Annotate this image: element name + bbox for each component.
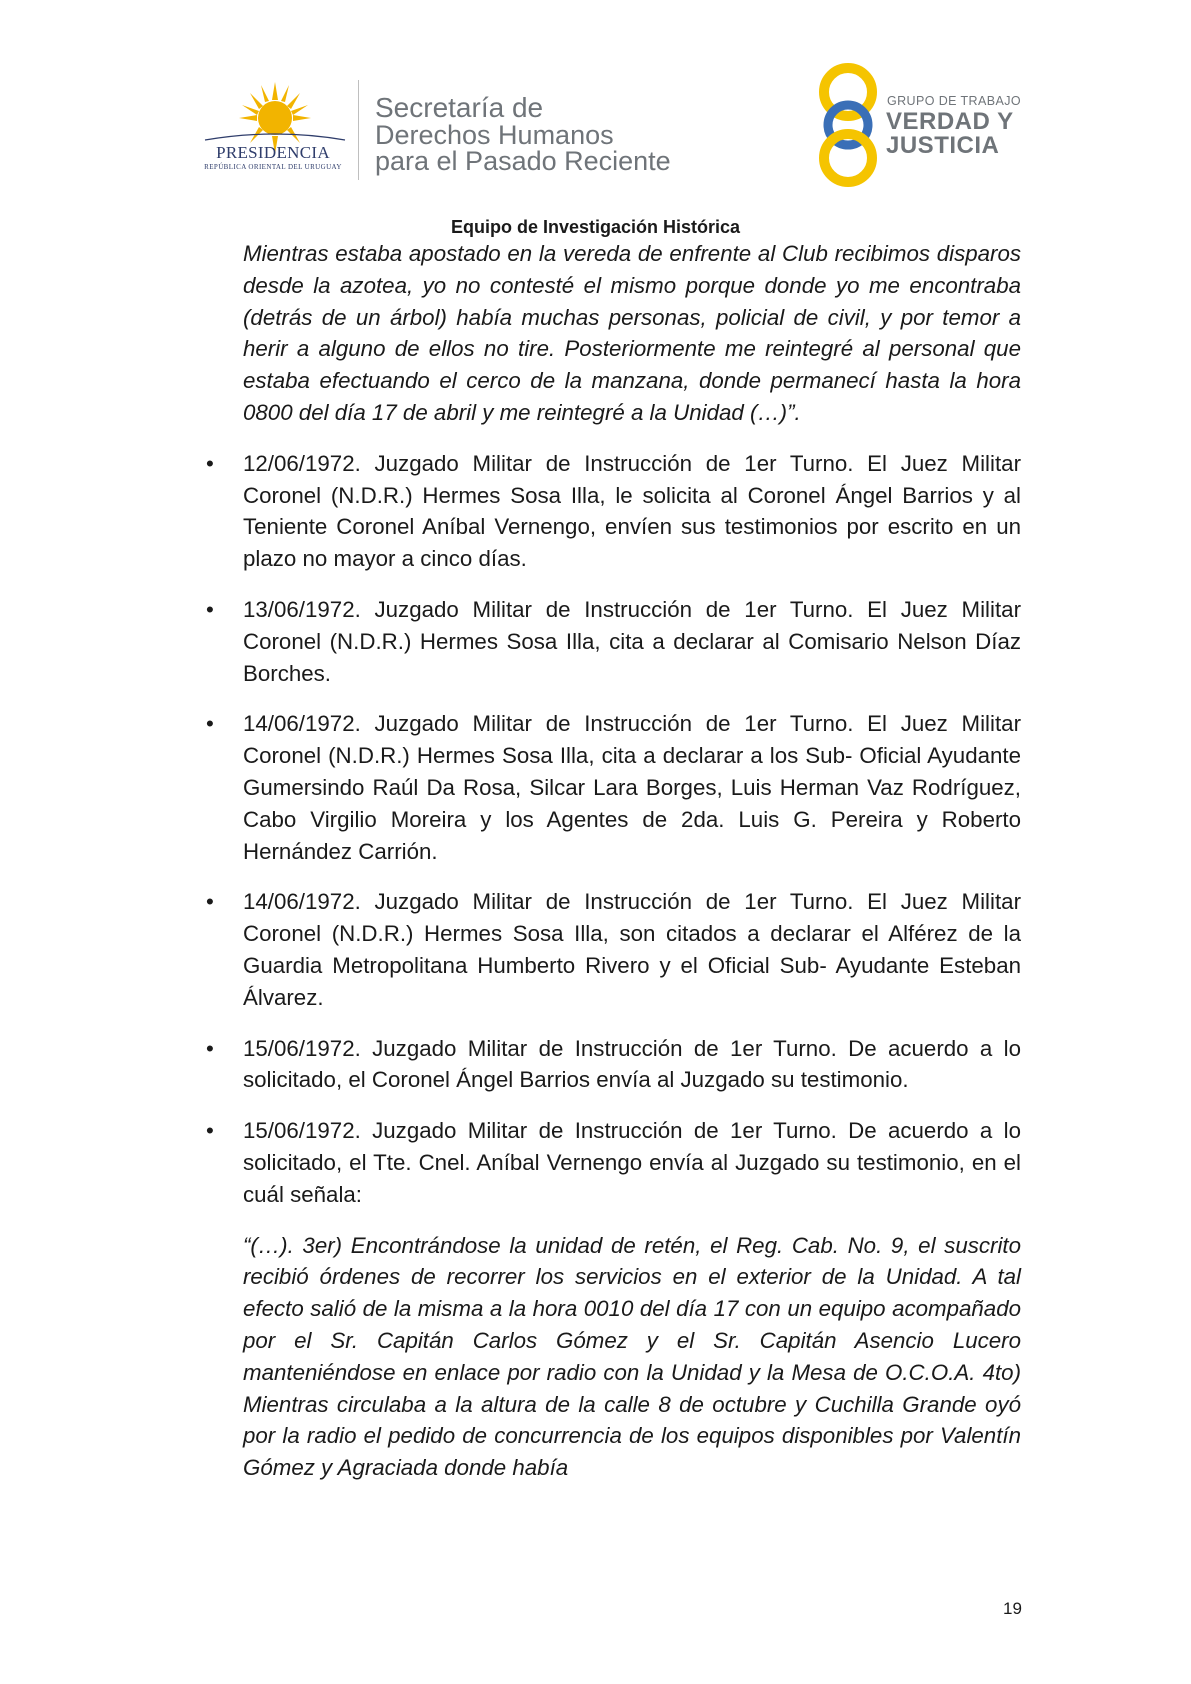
closing-quote: “(…). 3er) Encontrándose la unidad de retén, el Reg. Cab. No. 9, el suscrito recibió órdenes de recorrer los servicios en el exterior de la Unidad. A tal efecto salió de la misma a la hora 0010 del día 17 con un equipo acompañado por el Sr. Capitán Carlos Gómez y el Sr. Capitán Asencio Lucero manteniéndose en enlace por radio con la Unidad y la Mesa de O.C.O.A. 4to) Mientras circulaba a la altura de la calle 8 de octubre y Cuchilla Grande oyó por la radio el pedido de concurrencia de los equipos disponibles por Valentín Gómez y Agraciada donde había [243,1232,1021,1481]
list-item [206,594,1021,689]
list-item-text: 14/06/1972. Juzgado Militar de Instrucción de 1er Turno. El Juez Militar Coronel (N.D.R.) Hermes Sosa Illa, cita a declarar a los Sub- Oficial Ayudante Gumersindo Raúl Da Rosa, Silcar Lara Borges, Luis Herman Vaz Rodríguez, Cabo Virgilio Moreira y los Agentes de 2da. Luis G. Pereira y Roberto Hernández Carrión. [243,711,1021,864]
bullet-icon: • [206,450,214,476]
page-header [0,0,1191,215]
list-item-text: 15/06/1972. Juzgado Militar de Instrucción de 1er Turno. De acuerdo a lo solicitado, el Coronel Ángel Barrios envía al Juzgado su testimonio. [243,1035,1021,1093]
verdad-justicia-rings-logo-icon [808,60,888,190]
list-item [206,708,1021,867]
bullet-icon: • [206,711,214,737]
list-item [206,448,1021,575]
secretaria-line-3: para el Pasado Reciente [375,146,671,176]
bullet-icon: • [206,1035,214,1061]
document-body [206,238,1021,1484]
presidencia-label: PRESIDENCIA [216,143,330,162]
list-item [206,1115,1021,1210]
list-item-text: 15/06/1972. Juzgado Militar de Instrucción de 1er Turno. De acuerdo a lo solicitado, el Tte. Cnel. Aníbal Vernengo envía al Juzgado su testimonio, en el cuál señala: [243,1118,1021,1207]
list-item [206,886,1021,1013]
header-divider [358,80,359,180]
team-title: Equipo de Investigación Histórica [450,217,741,237]
bullet-icon: • [206,889,214,915]
bullet-icon: • [206,1118,214,1144]
list-item-text: 14/06/1972. Juzgado Militar de Instrucción de 1er Turno. El Juez Militar Coronel (N.D.R.) Hermes Sosa Illa, son citados a declarar el Alférez de la Guardia Metropolitana Humberto Rivero y el Oficial Sub- Ayudante Esteban Álvarez. [243,889,1021,1010]
verdad-y-label: VERDAD Y [886,108,1014,135]
presidencia-sublabel: REPÚBLICA ORIENTAL DEL URUGUAY [204,163,342,171]
secretaria-line-2: Derechos Humanos [375,120,614,150]
list-item [206,1033,1021,1097]
justicia-label: JUSTICIA [886,132,1000,159]
page-number: 19 [1003,1599,1022,1618]
secretaria-line-1: Secretaría de [375,92,544,123]
list-item-text: 12/06/1972. Juzgado Militar de Instrucción de 1er Turno. El Juez Militar Coronel (N.D.R.) Hermes Sosa Illa, le solicita al Coronel Ángel Barrios y al Teniente Coronel Aníbal Vernengo, envíen sus testimonios por escrito en un plazo no mayor a cinco días. [243,450,1021,572]
intro-quote: Mientras estaba apostado en la vereda de enfrente al Club recibimos disparos desde la azotea, yo no contesté el mismo porque donde yo me encontraba (detrás de un árbol) había muchas personas, policial de civil, y por temor a herir a alguno de ellos no tire. Posteriormente me reintegré al personal que estaba efectuando el cerco de la manzana, donde permanecí hasta la hora 0800 del día 17 de abril y me reintegré a la Unidad (…)”. [243,241,1021,425]
bullet-icon: • [206,596,214,622]
list-item-text: 13/06/1972. Juzgado Militar de Instrucción de 1er Turno. El Juez Militar Coronel (N.D.R.) Hermes Sosa Illa, cita a declarar al Comisario Nelson Díaz Borches. [243,596,1021,686]
grupo-de-trabajo-label: GRUPO DE TRABAJO [887,94,1021,108]
